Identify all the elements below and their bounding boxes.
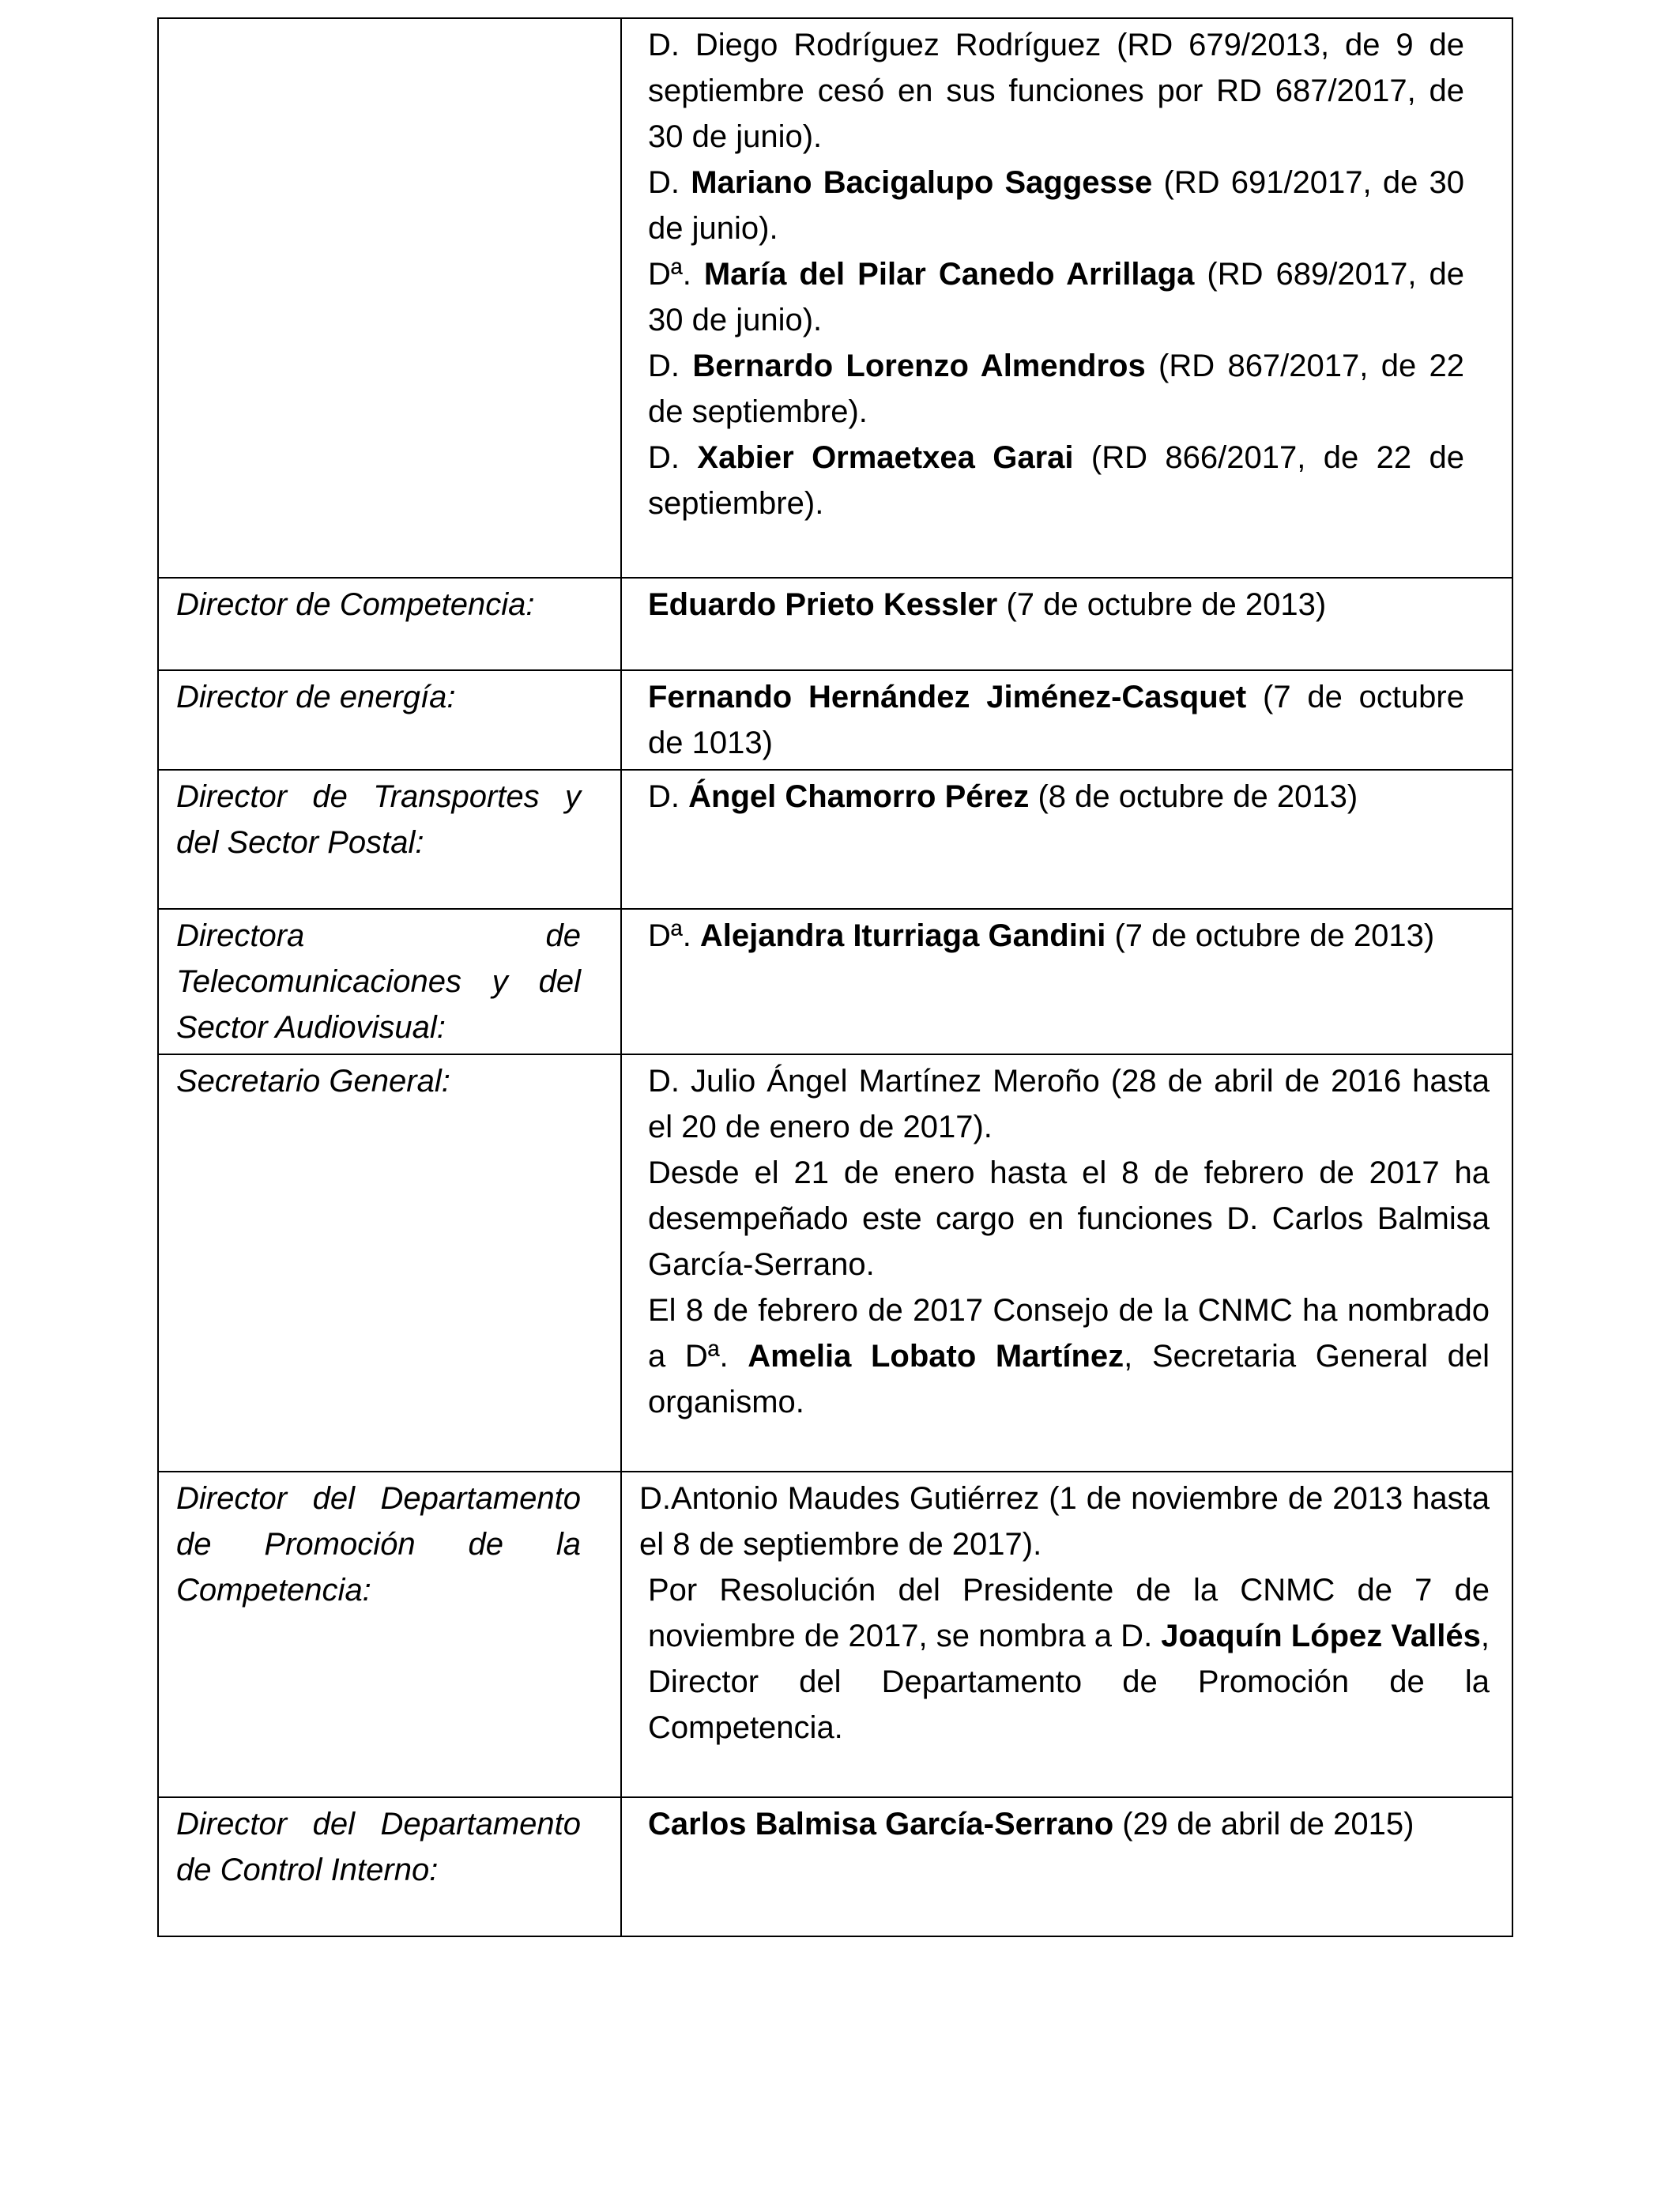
entry-text: , Secretaria General del organismo.	[648, 1339, 1490, 1419]
entry-text: D.	[648, 165, 691, 200]
entry-text: (29 de abril de 2015)	[1113, 1807, 1414, 1842]
entry-text: D.Antonio Maudes Gutiérrez (1 de noviembre de 2013 hasta el 8 de septiembre de 2017).	[639, 1481, 1490, 1562]
entry-text: (7 de octubre de 1013)	[648, 680, 1464, 760]
entry-text: (RD 689/2017, de 30 de junio).	[648, 257, 1465, 337]
entry-text: Dª.	[648, 918, 700, 953]
entry-paragraph	[648, 774, 1490, 820]
entry-paragraph	[648, 1801, 1490, 1847]
row-label: Director del Departamento de Promoción de la Competencia:	[158, 1472, 621, 1797]
entry-text: (8 de octubre de 2013)	[1029, 779, 1358, 814]
table-row	[158, 1797, 1512, 1936]
entry-text: (RD 866/2017, de 22 de septiembre).	[648, 440, 1464, 521]
appointments-table-body	[158, 18, 1512, 1936]
row-content	[621, 1797, 1512, 1936]
entry-text: (7 de octubre de 2013)	[1106, 918, 1435, 953]
entry-paragraph	[648, 435, 1464, 526]
entry-paragraph	[639, 1476, 1490, 1567]
row-label: Director de Transportes y del Sector Postal:	[158, 770, 621, 909]
entry-paragraph	[648, 251, 1464, 343]
person-name: Bernardo Lorenzo Almendros	[692, 349, 1146, 383]
row-label: Director de Competencia:	[158, 578, 621, 670]
person-name: Mariano Bacigalupo Saggesse	[691, 165, 1153, 200]
entry-text: (RD 691/2017, de 30 de junio).	[648, 165, 1464, 246]
row-label: Director de energía:	[158, 670, 621, 770]
entry-text: Por Resolución del Presidente de la CNMC de 7 de noviembre de 2017, se nombra a D.	[648, 1573, 1490, 1653]
entry-text: El 8 de febrero de 2017 Consejo de la CNMC ha nombrado a Dª.	[648, 1293, 1490, 1374]
person-name: Xabier Ormaetxea Garai	[697, 440, 1074, 475]
entry-paragraph	[648, 343, 1464, 435]
person-name: Fernando Hernández Jiménez-Casquet	[648, 680, 1247, 714]
entry-paragraph	[648, 1287, 1490, 1425]
entry-text: (RD 867/2017, de 22 de septiembre).	[648, 349, 1464, 429]
entry-paragraph	[648, 1150, 1490, 1287]
entry-text: D.	[648, 440, 698, 475]
entry-paragraph	[648, 1058, 1490, 1150]
table-row	[158, 670, 1512, 770]
row-label	[158, 18, 621, 578]
entry-text: D.	[648, 779, 689, 814]
row-content	[621, 1054, 1512, 1472]
entry-paragraph	[648, 22, 1464, 160]
row-content	[621, 770, 1512, 909]
row-label: Director del Departamento de Control Interno:	[158, 1797, 621, 1936]
entry-text: D. Julio Ángel Martínez Meroño (28 de abril de 2016 hasta el 20 de enero de 2017).	[648, 1064, 1490, 1144]
row-content	[621, 909, 1512, 1054]
person-name: Eduardo Prieto Kessler	[648, 587, 998, 622]
entry-paragraph	[648, 674, 1464, 766]
person-name: Carlos Balmisa García-Serrano	[648, 1807, 1114, 1842]
entry-text: , Director del Departamento de Promoción de la Competencia.	[648, 1619, 1490, 1745]
person-name: Amelia Lobato Martínez	[748, 1339, 1124, 1374]
table-row	[158, 18, 1512, 578]
entry-paragraph	[639, 1567, 1490, 1751]
row-content	[621, 1472, 1512, 1797]
entry-paragraph	[648, 582, 1490, 628]
person-name: Joaquín López Vallés	[1161, 1619, 1481, 1653]
row-content	[621, 578, 1512, 670]
entry-text: D.	[648, 349, 693, 383]
table-row	[158, 1054, 1512, 1472]
table-row	[158, 578, 1512, 670]
row-label: Directora de Telecomunicaciones y del Sector Audiovisual:	[158, 909, 621, 1054]
table-row	[158, 770, 1512, 909]
entry-text: Dª.	[648, 257, 704, 292]
person-name: Ángel Chamorro Pérez	[688, 779, 1030, 814]
row-content	[621, 670, 1512, 770]
entry-text: (7 de octubre de 2013)	[997, 587, 1327, 622]
row-content	[621, 18, 1512, 578]
entry-paragraph	[648, 160, 1464, 251]
person-name: Alejandra Iturriaga Gandini	[699, 918, 1106, 953]
person-name: María del Pilar Canedo Arrillaga	[703, 257, 1195, 292]
table-row	[158, 1472, 1512, 1797]
entry-paragraph	[648, 913, 1490, 959]
appointments-table	[157, 17, 1513, 1937]
entry-text: Desde el 21 de enero hasta el 8 de febrero de 2017 ha desempeñado este cargo en funciones D. Carlos Balmisa García-Serrano.	[648, 1155, 1490, 1282]
entry-text: D. Diego Rodríguez Rodríguez (RD 679/2013, de 9 de septiembre cesó en sus funciones por RD 687/2017, de 30 de junio).	[648, 28, 1464, 154]
row-label: Secretario General:	[158, 1054, 621, 1472]
table-row	[158, 909, 1512, 1054]
